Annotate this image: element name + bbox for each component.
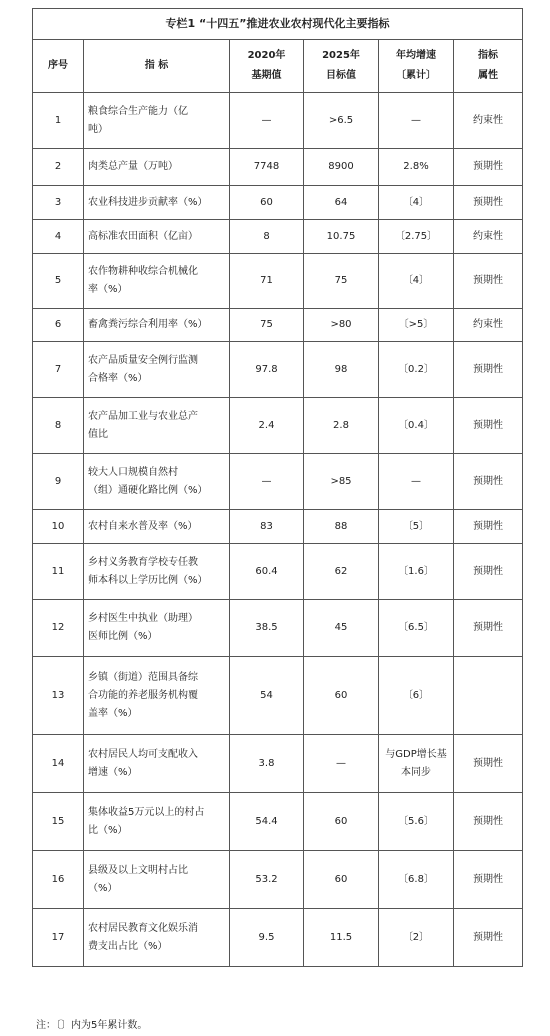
header-index: 序号 bbox=[33, 40, 84, 93]
row-target-2025: 60 bbox=[304, 793, 379, 851]
row-index: 9 bbox=[33, 454, 84, 510]
row-growth: 〔>5〕 bbox=[379, 309, 454, 342]
row-base-2020: 38.5 bbox=[230, 600, 304, 657]
table-row bbox=[33, 600, 523, 657]
table-row bbox=[33, 342, 523, 398]
row-base-2020: 75 bbox=[230, 309, 304, 342]
row-growth: 〔2.75〕 bbox=[379, 220, 454, 254]
row-growth: — bbox=[379, 454, 454, 510]
row-indicator: 农村居民教育文化娱乐消 费支出占比（%） bbox=[84, 909, 230, 967]
row-target-2025: 11.5 bbox=[304, 909, 379, 967]
row-base-2020: 83 bbox=[230, 510, 304, 544]
row-target-2025: — bbox=[304, 735, 379, 793]
indicators-table bbox=[32, 8, 523, 967]
row-base-2020: 54.4 bbox=[230, 793, 304, 851]
row-attribute: 预期性 bbox=[454, 851, 523, 909]
table-row bbox=[33, 186, 523, 220]
row-indicator: 县级及以上文明村占比 （%） bbox=[84, 851, 230, 909]
row-indicator: 农业科技进步贡献率（%） bbox=[84, 186, 230, 220]
header-growth: 年均增速 〔累计〕 bbox=[379, 40, 454, 93]
row-index: 6 bbox=[33, 309, 84, 342]
table-row bbox=[33, 510, 523, 544]
row-attribute: 预期性 bbox=[454, 909, 523, 967]
row-base-2020: 60 bbox=[230, 186, 304, 220]
row-growth: — bbox=[379, 93, 454, 149]
row-target-2025: 60 bbox=[304, 657, 379, 735]
row-index: 11 bbox=[33, 544, 84, 600]
row-attribute: 预期性 bbox=[454, 600, 523, 657]
row-index: 5 bbox=[33, 254, 84, 309]
row-attribute: 预期性 bbox=[454, 254, 523, 309]
row-growth: 〔1.6〕 bbox=[379, 544, 454, 600]
row-indicator: 乡村医生中执业（助理） 医师比例（%） bbox=[84, 600, 230, 657]
row-attribute bbox=[454, 657, 523, 735]
row-indicator: 高标准农田面积（亿亩） bbox=[84, 220, 230, 254]
row-growth: 〔6.8〕 bbox=[379, 851, 454, 909]
row-index: 4 bbox=[33, 220, 84, 254]
row-growth: 〔5〕 bbox=[379, 510, 454, 544]
row-attribute: 约束性 bbox=[454, 220, 523, 254]
row-index: 14 bbox=[33, 735, 84, 793]
row-growth: 〔6〕 bbox=[379, 657, 454, 735]
header-base-2020: 2020年 基期值 bbox=[230, 40, 304, 93]
row-base-2020: 71 bbox=[230, 254, 304, 309]
row-index: 10 bbox=[33, 510, 84, 544]
row-target-2025: >80 bbox=[304, 309, 379, 342]
row-target-2025: >6.5 bbox=[304, 93, 379, 149]
row-growth: 〔5.6〕 bbox=[379, 793, 454, 851]
row-attribute: 预期性 bbox=[454, 454, 523, 510]
row-growth: 〔0.4〕 bbox=[379, 398, 454, 454]
row-indicator: 肉类总产量（万吨） bbox=[84, 149, 230, 186]
row-attribute: 约束性 bbox=[454, 309, 523, 342]
row-growth: 2.8% bbox=[379, 149, 454, 186]
row-growth: 〔6.5〕 bbox=[379, 600, 454, 657]
table-row bbox=[33, 909, 523, 967]
row-base-2020: 9.5 bbox=[230, 909, 304, 967]
table-row bbox=[33, 851, 523, 909]
row-base-2020: 60.4 bbox=[230, 544, 304, 600]
row-target-2025: 75 bbox=[304, 254, 379, 309]
row-base-2020: 2.4 bbox=[230, 398, 304, 454]
row-base-2020: 7748 bbox=[230, 149, 304, 186]
row-attribute: 预期性 bbox=[454, 149, 523, 186]
table-title: 专栏1 “十四五”推进农业农村现代化主要指标 bbox=[33, 9, 523, 40]
table-note: 注：〔〕内为5年累计数。 bbox=[36, 1020, 148, 1031]
row-indicator: 农村自来水普及率（%） bbox=[84, 510, 230, 544]
row-target-2025: 10.75 bbox=[304, 220, 379, 254]
row-index: 16 bbox=[33, 851, 84, 909]
row-index: 1 bbox=[33, 93, 84, 149]
row-attribute: 预期性 bbox=[454, 186, 523, 220]
row-target-2025: 45 bbox=[304, 600, 379, 657]
row-indicator: 农村居民人均可支配收入 增速（%） bbox=[84, 735, 230, 793]
row-attribute: 预期性 bbox=[454, 342, 523, 398]
header-attribute: 指标 属性 bbox=[454, 40, 523, 93]
row-target-2025: 62 bbox=[304, 544, 379, 600]
row-base-2020: 97.8 bbox=[230, 342, 304, 398]
row-indicator: 农产品质量安全例行监测 合格率（%） bbox=[84, 342, 230, 398]
row-target-2025: >85 bbox=[304, 454, 379, 510]
row-index: 8 bbox=[33, 398, 84, 454]
table-row bbox=[33, 93, 523, 149]
row-attribute: 预期性 bbox=[454, 398, 523, 454]
row-base-2020: 54 bbox=[230, 657, 304, 735]
row-indicator: 较大人口规模自然村 （组）通硬化路比例（%） bbox=[84, 454, 230, 510]
row-index: 13 bbox=[33, 657, 84, 735]
table-row bbox=[33, 309, 523, 342]
row-target-2025: 64 bbox=[304, 186, 379, 220]
row-indicator: 畜禽粪污综合利用率（%） bbox=[84, 309, 230, 342]
row-index: 17 bbox=[33, 909, 84, 967]
header-indicator: 指 标 bbox=[84, 40, 230, 93]
row-attribute: 约束性 bbox=[454, 93, 523, 149]
row-attribute: 预期性 bbox=[454, 510, 523, 544]
row-growth: 〔2〕 bbox=[379, 909, 454, 967]
table-row bbox=[33, 735, 523, 793]
row-base-2020: 53.2 bbox=[230, 851, 304, 909]
row-target-2025: 2.8 bbox=[304, 398, 379, 454]
row-growth: 〔4〕 bbox=[379, 186, 454, 220]
row-index: 3 bbox=[33, 186, 84, 220]
row-base-2020: 3.8 bbox=[230, 735, 304, 793]
row-base-2020: 8 bbox=[230, 220, 304, 254]
table-row bbox=[33, 254, 523, 309]
row-indicator: 粮食综合生产能力（亿 吨） bbox=[84, 93, 230, 149]
table-row bbox=[33, 149, 523, 186]
table-row bbox=[33, 398, 523, 454]
row-base-2020: — bbox=[230, 454, 304, 510]
row-indicator: 农作物耕种收综合机械化 率（%） bbox=[84, 254, 230, 309]
row-index: 15 bbox=[33, 793, 84, 851]
row-attribute: 预期性 bbox=[454, 793, 523, 851]
row-growth: 〔4〕 bbox=[379, 254, 454, 309]
row-attribute: 预期性 bbox=[454, 735, 523, 793]
header-target-2025: 2025年 目标值 bbox=[304, 40, 379, 93]
row-target-2025: 88 bbox=[304, 510, 379, 544]
row-base-2020: — bbox=[230, 93, 304, 149]
table-row bbox=[33, 220, 523, 254]
row-index: 2 bbox=[33, 149, 84, 186]
row-indicator: 乡镇（街道）范围具备综 合功能的养老服务机构覆 盖率（%） bbox=[84, 657, 230, 735]
row-attribute: 预期性 bbox=[454, 544, 523, 600]
row-index: 7 bbox=[33, 342, 84, 398]
table-row bbox=[33, 454, 523, 510]
table-row bbox=[33, 657, 523, 735]
table-row bbox=[33, 544, 523, 600]
row-growth: 〔0.2〕 bbox=[379, 342, 454, 398]
row-target-2025: 60 bbox=[304, 851, 379, 909]
row-indicator: 农产品加工业与农业总产 值比 bbox=[84, 398, 230, 454]
table-row bbox=[33, 793, 523, 851]
row-indicator: 集体收益5万元以上的村占 比（%） bbox=[84, 793, 230, 851]
row-growth: 与GDP增长基 本同步 bbox=[379, 735, 454, 793]
row-indicator: 乡村义务教育学校专任教 师本科以上学历比例（%） bbox=[84, 544, 230, 600]
row-index: 12 bbox=[33, 600, 84, 657]
row-target-2025: 8900 bbox=[304, 149, 379, 186]
row-target-2025: 98 bbox=[304, 342, 379, 398]
